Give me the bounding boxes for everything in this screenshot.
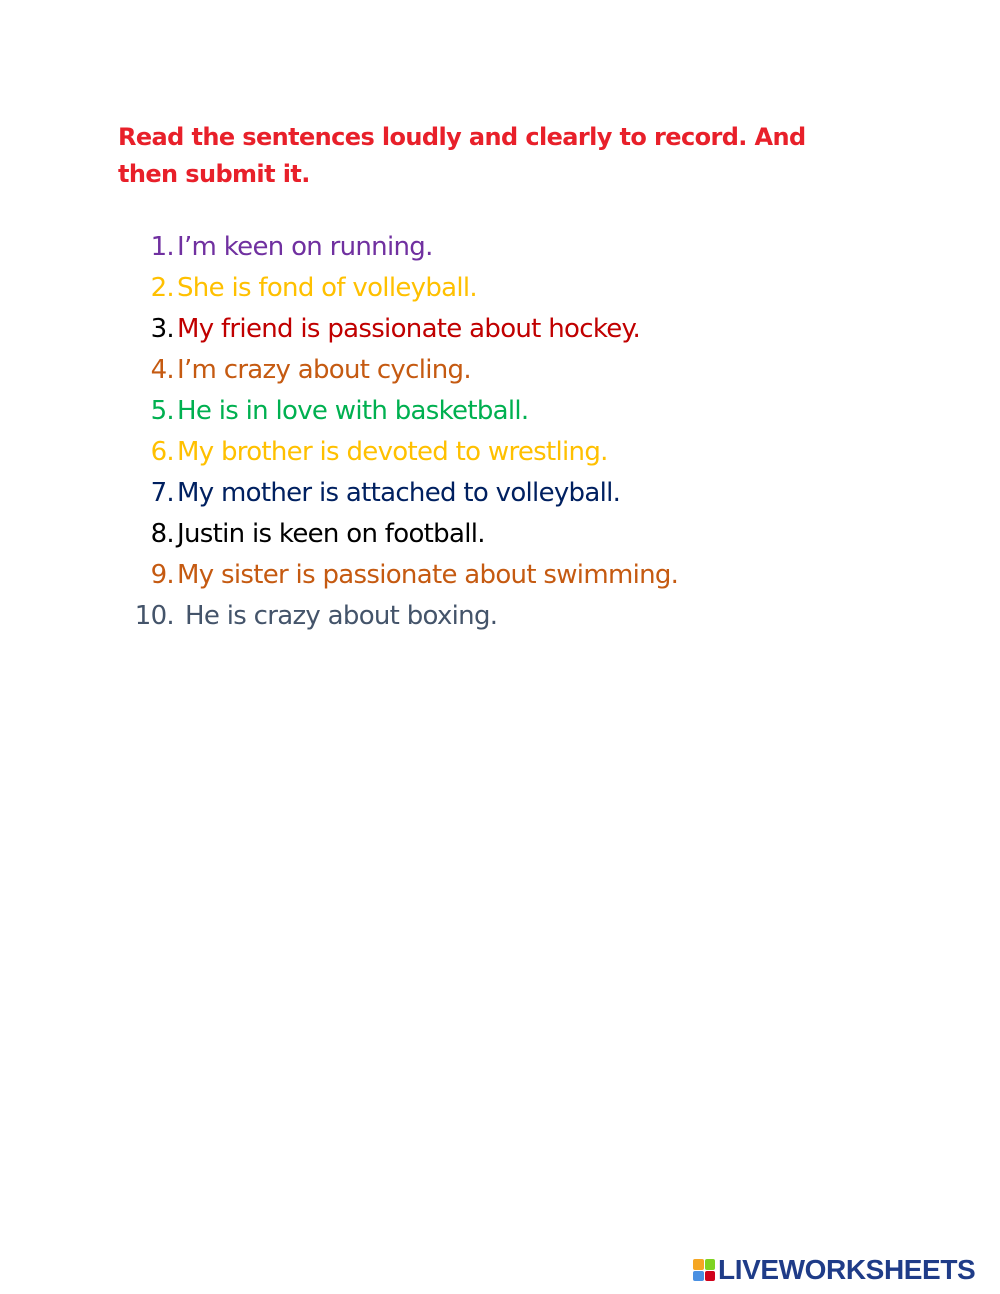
list-item — [0, 309, 1000, 350]
item-number: 1. — [150, 232, 174, 262]
list-item — [0, 350, 1000, 391]
item-number: 4. — [150, 355, 174, 385]
item-number: 3. — [150, 314, 174, 344]
item-sentence: Justin is keen on football. — [177, 519, 485, 549]
logo-square-icon — [693, 1259, 704, 1270]
instruction-text: Read the sentences loudly and clearly to record. And then submit it. — [118, 123, 806, 188]
logo-text: LIVEWORKSHEETS — [718, 1254, 976, 1285]
list-item — [0, 268, 1000, 309]
item-number: 10. — [134, 601, 174, 631]
item-sentence: My friend is passionate about hockey. — [177, 314, 641, 344]
list-item — [0, 227, 1000, 268]
item-number: 6. — [150, 437, 174, 467]
logo-square-icon — [705, 1259, 716, 1270]
item-sentence: She is fond of volleyball. — [177, 273, 477, 303]
item-sentence: He is in love with basketball. — [177, 396, 529, 426]
list-item — [0, 432, 1000, 473]
item-sentence: I’m keen on running. — [177, 232, 433, 262]
list-item — [0, 596, 1000, 637]
logo-mark-icon — [693, 1259, 715, 1281]
item-sentence: My sister is passionate about swimming. — [177, 560, 679, 590]
list-item — [0, 391, 1000, 432]
liveworksheets-logo — [693, 1256, 975, 1284]
item-number: 5. — [150, 396, 174, 426]
item-sentence: My mother is attached to volleyball. — [177, 478, 621, 508]
list-item — [0, 555, 1000, 596]
item-number: 9. — [150, 560, 174, 590]
item-sentence: He is crazy about boxing. — [185, 601, 498, 631]
list-item — [0, 473, 1000, 514]
logo-square-icon — [693, 1271, 704, 1282]
item-number: 2. — [150, 273, 174, 303]
list-item — [0, 514, 1000, 555]
item-number: 8. — [150, 519, 174, 549]
item-sentence: My brother is devoted to wrestling. — [177, 437, 608, 467]
sentence-list — [0, 227, 1000, 637]
item-number: 7. — [150, 478, 174, 508]
item-sentence: I’m crazy about cycling. — [177, 355, 471, 385]
logo-square-icon — [705, 1271, 716, 1282]
